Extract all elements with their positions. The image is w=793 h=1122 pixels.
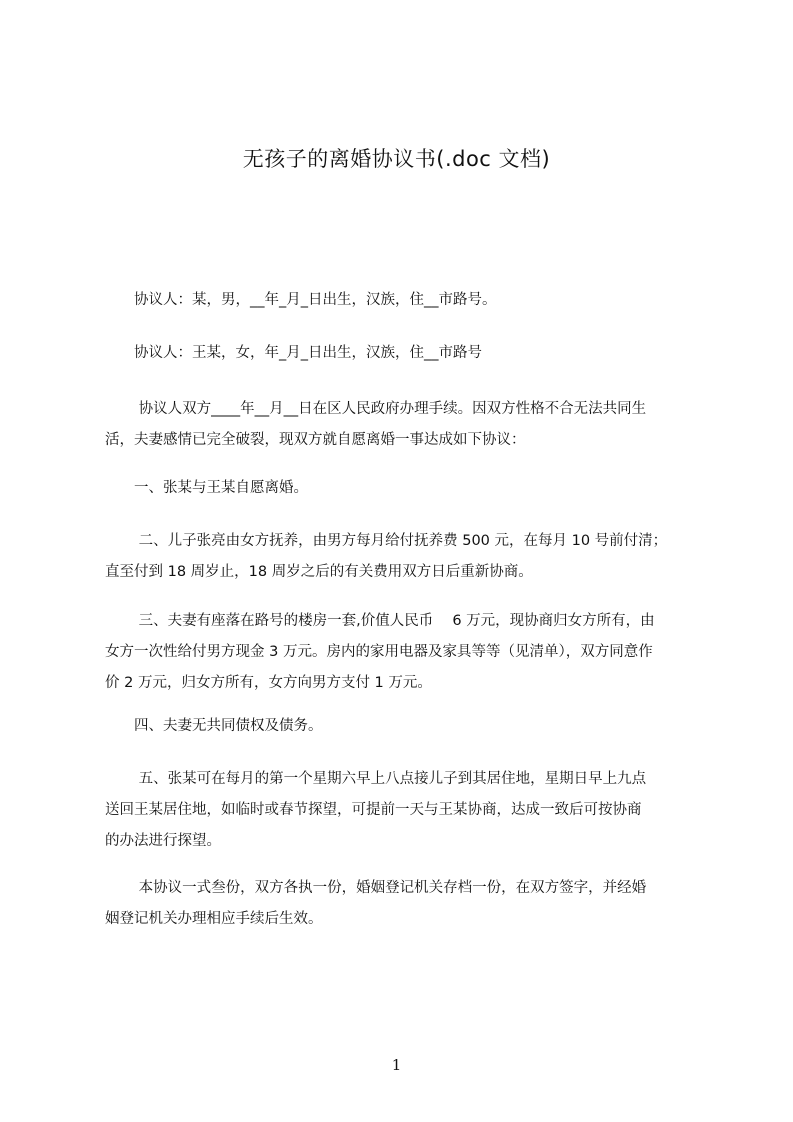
text-line: 协议人：某，男，__年_月_日出生，汉族，住__市路号。	[105, 292, 497, 308]
paragraph-effectiveness	[105, 873, 699, 935]
page-number: 1	[391, 1056, 402, 1074]
paragraph-preamble	[105, 394, 699, 456]
text-line: 送回王某居住地，如临时或春节探望，可提前一天与王某协商，达成一致后可按协商	[105, 802, 642, 818]
paragraph-clause-4	[105, 711, 699, 742]
text-line: 协议人：王某，女，年_月_日出生，汉族，住__市路号	[105, 345, 482, 361]
text-line: 本协议一式叁份，双方各执一份，婚姻登记机关存档一份，在双方签字，并经婚	[105, 880, 647, 896]
paragraph-clause-1	[105, 473, 699, 504]
paragraph-party-2	[105, 338, 699, 369]
text-line: 协议人双方____年__月__日在区人民政府办理手续。因双方性格不合无法共同生	[105, 401, 647, 417]
paragraph-party-1	[105, 285, 699, 316]
text-line: 五、张某可在每月的第一个星期六早上八点接儿子到其居住地，星期日早上九点	[105, 771, 647, 787]
text-line: 姻登记机关办理相应手续后生效。	[105, 911, 323, 927]
paragraph-clause-5	[105, 764, 699, 857]
text-line: 的办法进行探望。	[105, 833, 221, 849]
text-line: 女方一次性给付男方现金 3 万元。房内的家用电器及家具等等（见清单），双方同意作	[105, 644, 653, 660]
text-line: 价 2 万元，归女方所有，女方向男方支付 1 万元。	[105, 675, 432, 691]
text-line: 三、夫妻有座落在路号的楼房一套,价值人民币 6 万元，现协商归女方所有，由	[105, 613, 655, 629]
text-line: 一、张某与王某自愿离婚。	[105, 480, 308, 496]
text-line: 直至付到 18 周岁止，18 周岁之后的有关费用双方日后重新协商。	[105, 564, 533, 580]
paragraph-clause-2	[105, 526, 699, 588]
document-title: 无孩子的离婚协议书(.doc 文档)	[242, 147, 551, 171]
text-line: 二、儿子张亮由女方抚养，由男方每月给付抚养费 500 元，在每月 10 号前付清；	[105, 533, 668, 549]
paragraph-clause-3	[105, 606, 699, 699]
text-line: 四、夫妻无共同债权及债务。	[105, 718, 323, 734]
text-line: 活，夫妻感情已完全破裂，现双方就自愿离婚一事达成如下协议：	[105, 432, 526, 448]
